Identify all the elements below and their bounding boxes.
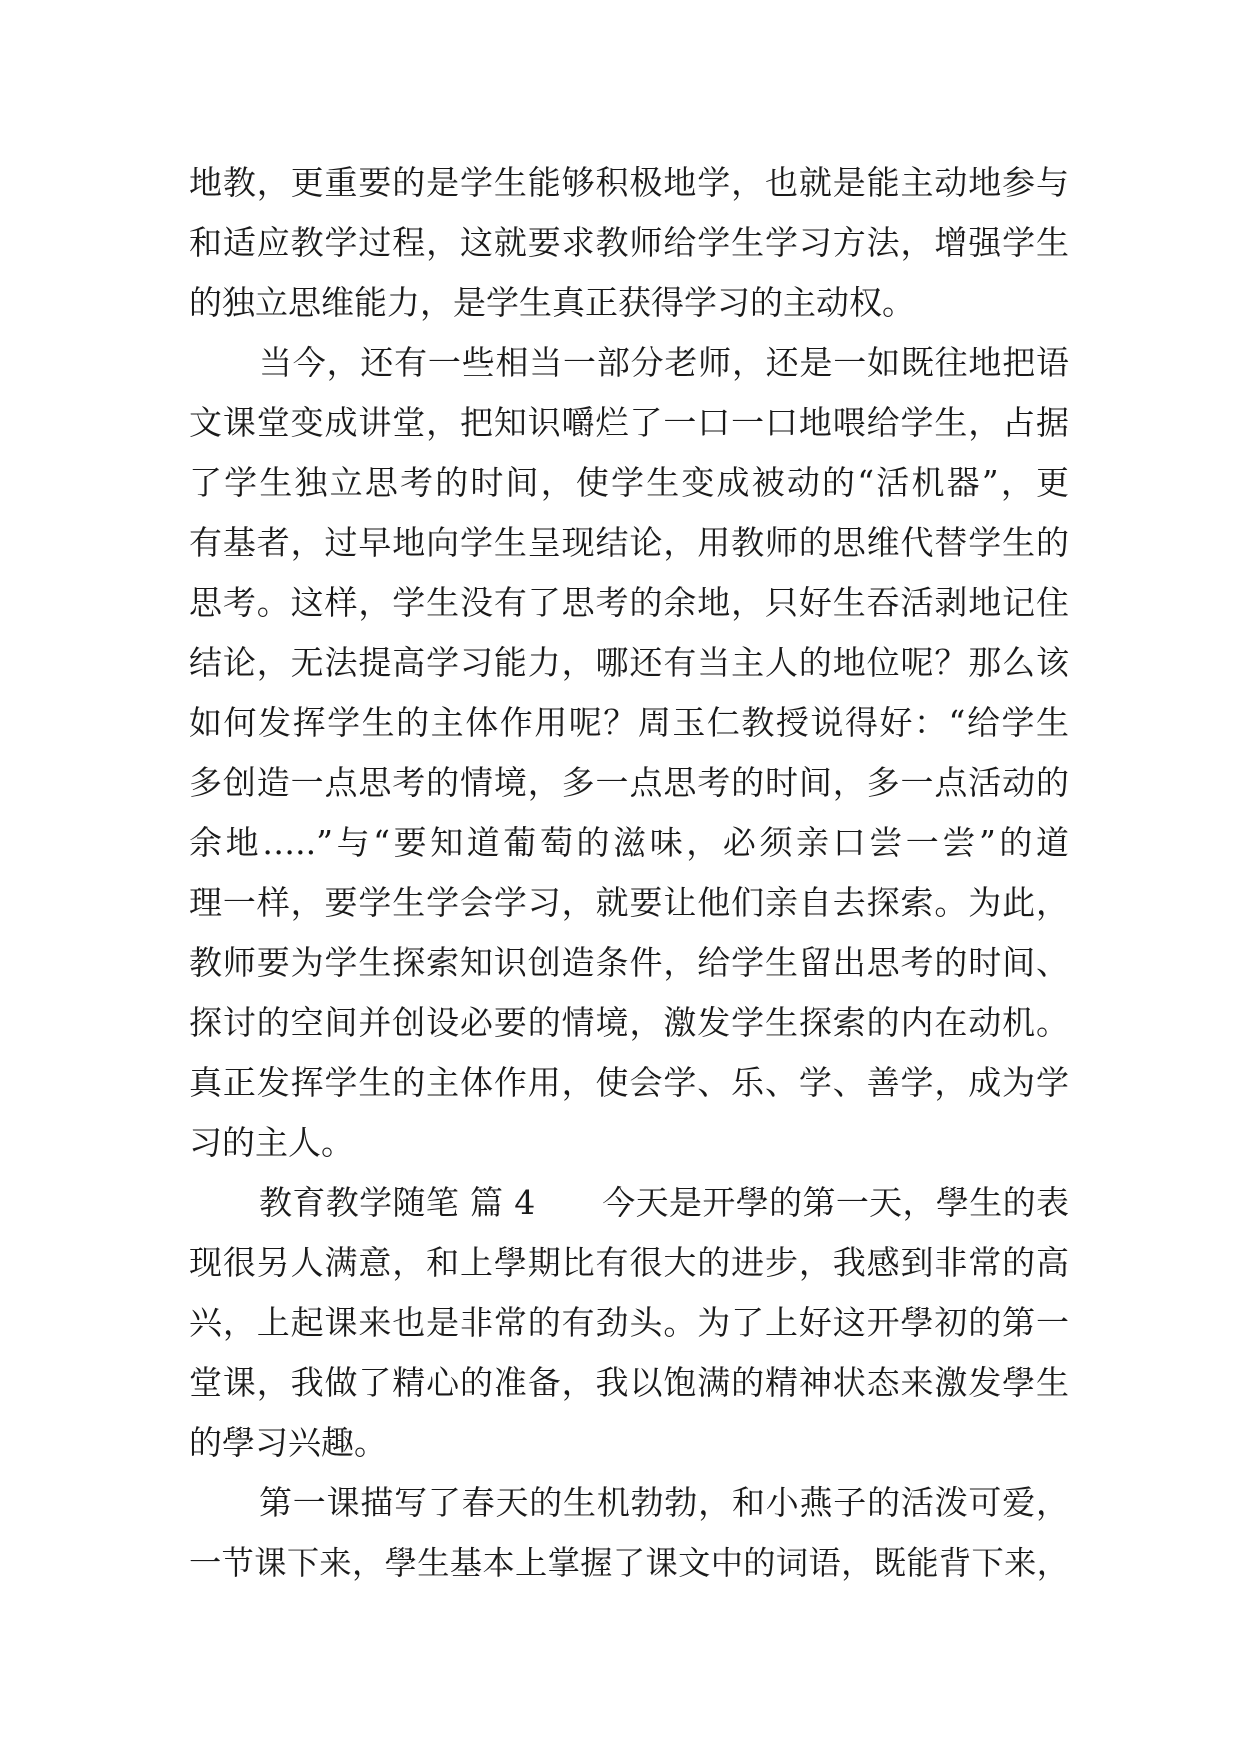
text-line: 习的主人。: [189, 1123, 354, 1162]
text-line: 的學习兴趣。: [189, 1423, 387, 1462]
text-line: 堂课，我做了精心的准备，我以饱满的精神状态来激发學生: [189, 1363, 1069, 1402]
text-line: 思考。这样，学生没有了思考的余地，只好生吞活剥地记住: [189, 583, 1069, 622]
text-line: 文课堂变成讲堂，把知识嚼烂了一口一口地喂给学生，占据: [189, 403, 1069, 442]
section-heading-line: 教育教学随笔 篇 4 今天是开學的第一天，學生的表: [259, 1183, 1069, 1222]
text-line: 兴，上起课来也是非常的有劲头。为了上好这开學初的第一: [189, 1303, 1069, 1342]
text-line: 教师要为学生探索知识创造条件，给学生留出思考的时间、: [189, 943, 1069, 982]
text-line: 如何发挥学生的主体作用呢？周玉仁教授说得好：“给学生: [189, 703, 1069, 742]
text-line: 真正发挥学生的主体作用，使会学、乐、学、善学，成为学: [189, 1063, 1069, 1102]
text-line: 了学生独立思考的时间，使学生变成被动的“活机器”，更: [189, 463, 1069, 502]
text-line: 结论，无法提高学习能力，哪还有当主人的地位呢？那么该: [189, 643, 1069, 682]
text-line: 探讨的空间并创设必要的情境，激发学生探索的内在动机。: [189, 1003, 1069, 1042]
text-line: 余地…..”与“要知道葡萄的滋味，必须亲口尝一尝”的道: [189, 823, 1069, 862]
text-line: 地教，更重要的是学生能够积极地学，也就是能主动地参与: [189, 163, 1069, 202]
paragraph-start-line: 当今，还有一些相当一部分老师，还是一如既往地把语: [259, 343, 1069, 382]
text-line: 有基者，过早地向学生呈现结论，用教师的思维代替学生的: [189, 523, 1069, 562]
text-line: 多创造一点思考的情境，多一点思考的时间，多一点活动的: [189, 763, 1069, 802]
paragraph-start-line: 第一课描写了春天的生机勃勃，和小燕子的活泼可爱，: [259, 1483, 1069, 1522]
text-line: 理一样，要学生学会学习，就要让他们亲自去探索。为此，: [189, 883, 1069, 922]
text-line: 现很另人满意，和上學期比有很大的进步，我感到非常的高: [189, 1243, 1069, 1282]
text-line: 的独立思维能力，是学生真正获得学习的主动权。: [189, 283, 915, 322]
text-line: 和适应教学过程，这就要求教师给学生学习方法，增强学生: [189, 223, 1069, 262]
text-line: 一节课下来，學生基本上掌握了课文中的词语，既能背下来，: [189, 1544, 1069, 1582]
body-text: [189, 153, 1069, 1593]
